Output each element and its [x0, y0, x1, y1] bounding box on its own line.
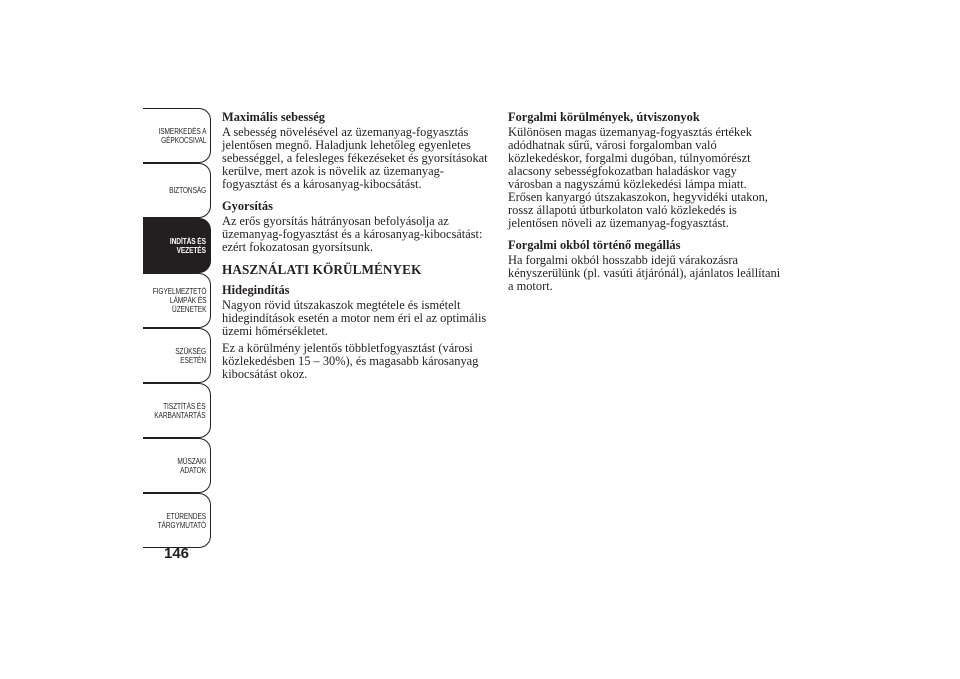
- subheading-hideginditas: Hidegindítás: [222, 283, 290, 297]
- paragraph: Különösen magas üzemanyag-fogyasztás értékek adódhatnak sűrű, városi forgalomban való közlekedéskor, forgalmi dugóban, túlnyomórészt alacsony sebességfokozatban haladáskor vagy városban a nagyszámú közlekedési lámpa miatt. Erősen kanyargó útszakaszokon, hegyvidéki utakon, rossz állapotú útburkolaton való közlekedés is jelentősen növeli az üzemanyag-fogyasztást.: [508, 125, 768, 230]
- paragraph: A sebesség növelésével az üzemanyag-fogyasztás jelentősen megnő. Haladjunk lehetőleg egyenletes sebességgel, a felesleges fékezéseket és gyorsításokat kerülve, mert azok is növelik az üzemanyag-fogyasztást és a károsanyag-kibocsátást.: [222, 125, 488, 191]
- tab-figyelmezteto-lampak[interactable]: [143, 273, 211, 328]
- paragraph: Nagyon rövid útszakaszok megtétele és ismételt hidegindítások esetén a motor nem éri el az optimális üzemi hőmérsékletet.: [222, 298, 487, 338]
- tab-label: SZÜKSÉG ESETÉN: [175, 346, 206, 365]
- chapter-tabs: [143, 106, 211, 546]
- page-number: 146: [164, 545, 190, 562]
- tab-label: FIGYELMEZTETŐ LÁMPÁK ÉS ÜZENETEK: [152, 287, 206, 314]
- tab-szukseg-eseten[interactable]: [143, 328, 211, 383]
- paragraph: Ha forgalmi okból hosszabb idejű várakozásra kényszerülünk (pl. vasúti átjárónál), ajánlatos leállítani a motort.: [508, 253, 781, 293]
- tab-inditas-es-vezetes[interactable]: [143, 218, 211, 273]
- subheading-forgalmi-megallas: Forgalmi okból történő megállás: [508, 238, 681, 252]
- left-column: [222, 111, 494, 390]
- tab-muszaki-adatok[interactable]: [143, 438, 211, 493]
- section-heading: HASZNÁLATI KÖRÜLMÉNYEK: [222, 262, 422, 277]
- subheading-maximalis-sebesseg: Maximális sebesség: [222, 110, 325, 124]
- tab-targymutato[interactable]: [143, 493, 211, 548]
- subheading-gyorsitas: Gyorsítás: [222, 199, 273, 213]
- tab-tisztitas-es-karbantartas[interactable]: [143, 383, 211, 438]
- tab-label: ISMERKEDÉS A GÉPKOCSIVAL: [158, 126, 206, 145]
- tab-label: ETŰRENDES TÁRGYMUTATÓ: [157, 511, 206, 530]
- paragraph: Az erős gyorsítás hátrányosan befolyásolja az üzemanyag-fogyasztást és a károsanyag-kibocsátást: ezért fokozatosan gyorsítsunk.: [222, 214, 483, 254]
- tab-label: TISZTÍTÁS ÉS KARBANTARTÁS: [154, 401, 206, 420]
- tab-label: INDÍTÁS ÉS VEZETÉS: [169, 236, 206, 255]
- tab-label: MŰSZAKI ADATOK: [177, 456, 206, 475]
- subheading-forgalmi-korulmenyek: Forgalmi körülmények, útviszonyok: [508, 110, 700, 124]
- tab-label: BIZTONSÁG: [168, 186, 206, 195]
- paragraph: Ez a körülmény jelentős többletfogyasztást (városi közlekedésben 15 – 30%), és magasabb károsanyag kibocsátást okoz.: [222, 341, 479, 381]
- tab-biztonsag[interactable]: [143, 163, 211, 218]
- right-column: [508, 111, 783, 302]
- tab-ismerkedes[interactable]: [143, 108, 211, 163]
